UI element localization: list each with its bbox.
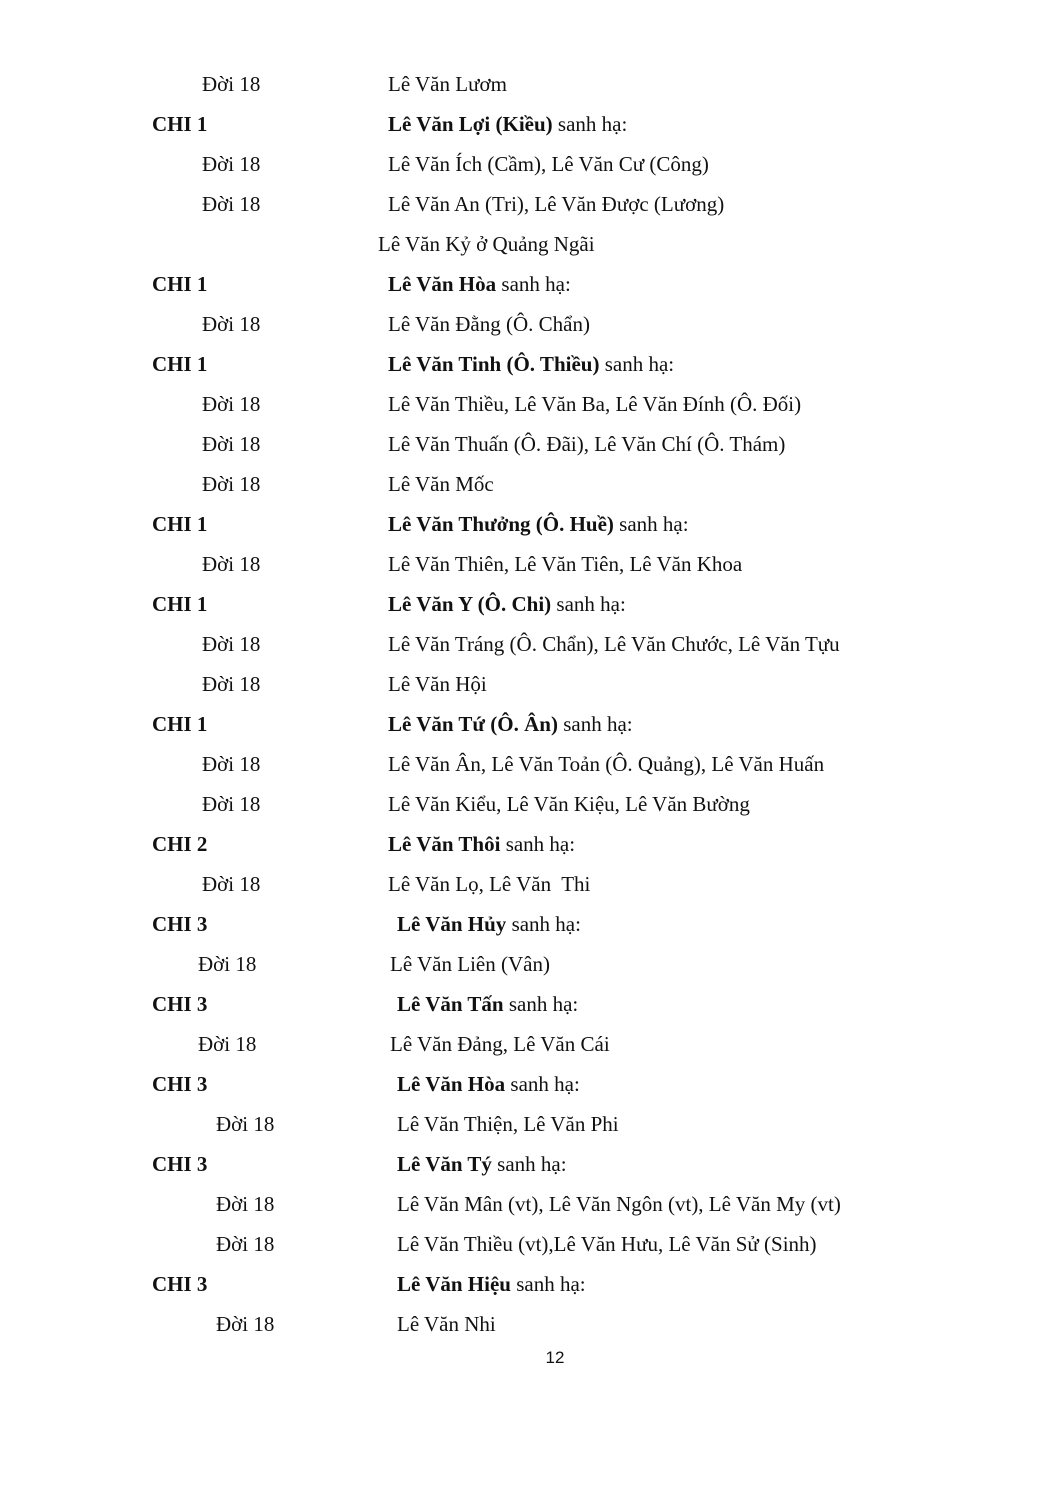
- generation-label: Đời 18: [202, 392, 261, 416]
- branch-heading: [388, 824, 575, 864]
- descendants-text: Lê Văn Đảng, Lê Văn Cái: [390, 1032, 610, 1056]
- branch-label: CHI 1: [152, 592, 208, 616]
- descendants-text: Lê Văn Mân (vt), Lê Văn Ngôn (vt), Lê Văn My (vt): [397, 1192, 841, 1216]
- generation-row: [0, 664, 1061, 704]
- generation-label: Đời 18: [202, 752, 261, 776]
- descendants-text: Lê Văn Thiều (vt),Lê Văn Hưu, Lê Văn Sử (Sinh): [397, 1232, 817, 1256]
- ancestor-name: Lê Văn Lợi (Kiều): [388, 112, 553, 136]
- branch-label: CHI 1: [152, 352, 208, 376]
- generation-row: [0, 1104, 1061, 1144]
- generation-row: [0, 144, 1061, 184]
- generation-row: [0, 384, 1061, 424]
- generation-label: Đời 18: [216, 1112, 275, 1136]
- branch-label: CHI 1: [152, 712, 208, 736]
- branch-heading: [388, 264, 571, 304]
- sanh-ha-suffix: sanh hạ:: [557, 712, 633, 736]
- branch-heading: [397, 904, 581, 944]
- sanh-ha-suffix: sanh hạ:: [500, 832, 576, 856]
- generation-label: Đời 18: [216, 1232, 275, 1256]
- branch-label: CHI 1: [152, 112, 208, 136]
- sanh-ha-suffix: sanh hạ:: [551, 592, 626, 616]
- generation-label: Đời 18: [202, 672, 261, 696]
- descendants-text: Lê Văn Thiện, Lê Văn Phi: [397, 1112, 619, 1136]
- generation-label: Đời 18: [202, 472, 261, 496]
- generation-label: Đời 18: [202, 432, 261, 456]
- generation-row: [0, 624, 1061, 664]
- ancestor-name: Lê Văn Tứ (Ô. Ân): [388, 712, 558, 736]
- descendants-text: Lê Văn Đằng (Ô. Chẩn): [388, 312, 590, 336]
- ancestor-name: Lê Văn Hòa: [388, 272, 497, 296]
- branch-heading: [397, 984, 578, 1024]
- descendants-text: Lê Văn Ân, Lê Văn Toản (Ô. Quảng), Lê Văn Huấn: [388, 752, 825, 776]
- descendants-text: Lê Văn Thuấn (Ô. Đãi), Lê Văn Chí (Ô. Thám): [388, 432, 786, 456]
- generation-label: Đời 18: [202, 192, 261, 216]
- branch-label: CHI 1: [152, 272, 208, 296]
- branch-heading: [388, 344, 674, 384]
- branch-row: [0, 904, 1061, 944]
- branch-label: CHI 3: [152, 1152, 208, 1176]
- generation-label: Đời 18: [202, 152, 261, 176]
- generation-row: [0, 464, 1061, 504]
- branch-row: [0, 104, 1061, 144]
- branch-label: CHI 3: [152, 1072, 208, 1096]
- branch-label: CHI 3: [152, 912, 208, 936]
- generation-label: Đời 18: [216, 1312, 275, 1336]
- generation-label: Đời 18: [216, 1192, 275, 1216]
- branch-row: [0, 704, 1061, 744]
- sanh-ha-suffix: sanh hạ:: [599, 352, 675, 376]
- sanh-ha-suffix: sanh hạ:: [496, 272, 571, 296]
- generation-label: Đời 18: [202, 632, 261, 656]
- sanh-ha-suffix: sanh hạ:: [552, 112, 628, 136]
- ancestor-name: Lê Văn Hòa: [397, 1072, 506, 1096]
- generation-row: [0, 1224, 1061, 1264]
- ancestor-name: Lê Văn Thưởng (Ô. Huề): [388, 512, 614, 536]
- generation-row: [0, 1184, 1061, 1224]
- branch-heading: [388, 584, 626, 624]
- branch-label: CHI 1: [152, 512, 208, 536]
- branch-row: [0, 1064, 1061, 1104]
- generation-label: Đời 18: [202, 72, 261, 96]
- descendants-text: Lê Văn Thiều, Lê Văn Ba, Lê Văn Đính (Ô. Đối): [388, 392, 802, 416]
- sanh-ha-suffix: sanh hạ:: [491, 1152, 567, 1176]
- descendants-text: Lê Văn Lọ, Lê Văn Thi: [388, 872, 591, 896]
- generation-label: Đời 18: [202, 872, 261, 896]
- descendants-text: Lê Văn Kiểu, Lê Văn Kiệu, Lê Văn Bường: [388, 792, 750, 816]
- branch-heading: [397, 1144, 567, 1184]
- branch-label: CHI 3: [152, 992, 208, 1016]
- branch-row: [0, 984, 1061, 1024]
- generation-row: [0, 864, 1061, 904]
- branch-row: [0, 584, 1061, 624]
- branch-row: [0, 824, 1061, 864]
- descendants-text: Lê Văn Lươm: [388, 72, 507, 96]
- descendants-text: Lê Văn Thiên, Lê Văn Tiên, Lê Văn Khoa: [388, 552, 743, 576]
- branch-heading: [388, 504, 689, 544]
- page-number: 12: [545, 1348, 565, 1367]
- branch-row: [0, 1144, 1061, 1184]
- ancestor-name: Lê Văn Tinh (Ô. Thiều): [388, 352, 600, 376]
- generation-row: [0, 1304, 1061, 1344]
- generation-row: [0, 1024, 1061, 1064]
- sanh-ha-suffix: sanh hạ:: [506, 912, 581, 936]
- branch-heading: [388, 704, 633, 744]
- descendants-text: Lê Văn Hội: [388, 672, 487, 696]
- sanh-ha-suffix: sanh hạ:: [505, 1072, 580, 1096]
- generation-row: [0, 64, 1061, 104]
- sanh-ha-suffix: sanh hạ:: [510, 1272, 586, 1296]
- branch-label: CHI 2: [152, 832, 208, 856]
- branch-row: [0, 344, 1061, 384]
- ancestor-name: Lê Văn Thôi: [388, 832, 501, 856]
- branch-row: [0, 264, 1061, 304]
- descendants-text: Lê Văn Nhi: [397, 1312, 496, 1336]
- descendants-text: Lê Văn An (Tri), Lê Văn Được (Lương): [388, 192, 725, 216]
- branch-row: [0, 504, 1061, 544]
- generation-label: Đời 18: [198, 1032, 257, 1056]
- ancestor-name: Lê Văn Tấn: [397, 992, 504, 1016]
- branch-label: CHI 3: [152, 1272, 208, 1296]
- continuation-row: [0, 224, 1061, 264]
- sanh-ha-suffix: sanh hạ:: [503, 992, 579, 1016]
- branch-heading: [397, 1264, 586, 1304]
- generation-row: [0, 544, 1061, 584]
- generation-label: Đời 18: [202, 312, 261, 336]
- descendants-text: Lê Văn Tráng (Ô. Chẩn), Lê Văn Chước, Lê Văn Tựu: [388, 632, 840, 656]
- generation-row: [0, 744, 1061, 784]
- ancestor-name: Lê Văn Hủy: [397, 912, 507, 936]
- generation-label: Đời 18: [198, 952, 257, 976]
- generation-label: Đời 18: [202, 552, 261, 576]
- descendants-text: Lê Văn Mốc: [388, 472, 494, 496]
- branch-heading: [388, 104, 627, 144]
- sanh-ha-suffix: sanh hạ:: [613, 512, 689, 536]
- ancestor-name: Lê Văn Y (Ô. Chi): [388, 592, 552, 616]
- generation-row: [0, 184, 1061, 224]
- generation-label: Đời 18: [202, 792, 261, 816]
- branch-heading: [397, 1064, 580, 1104]
- descendants-text: Lê Văn Ích (Cầm), Lê Văn Cư (Công): [388, 152, 709, 176]
- branch-row: [0, 1264, 1061, 1304]
- ancestor-name: Lê Văn Hiệu: [397, 1272, 511, 1296]
- generation-row: [0, 944, 1061, 984]
- descendants-text: Lê Văn Kỷ ở Quảng Ngãi: [378, 232, 595, 256]
- generation-row: [0, 784, 1061, 824]
- descendants-text: Lê Văn Liên (Vân): [390, 952, 550, 976]
- generation-row: [0, 424, 1061, 464]
- ancestor-name: Lê Văn Tý: [397, 1152, 492, 1176]
- generation-row: [0, 304, 1061, 344]
